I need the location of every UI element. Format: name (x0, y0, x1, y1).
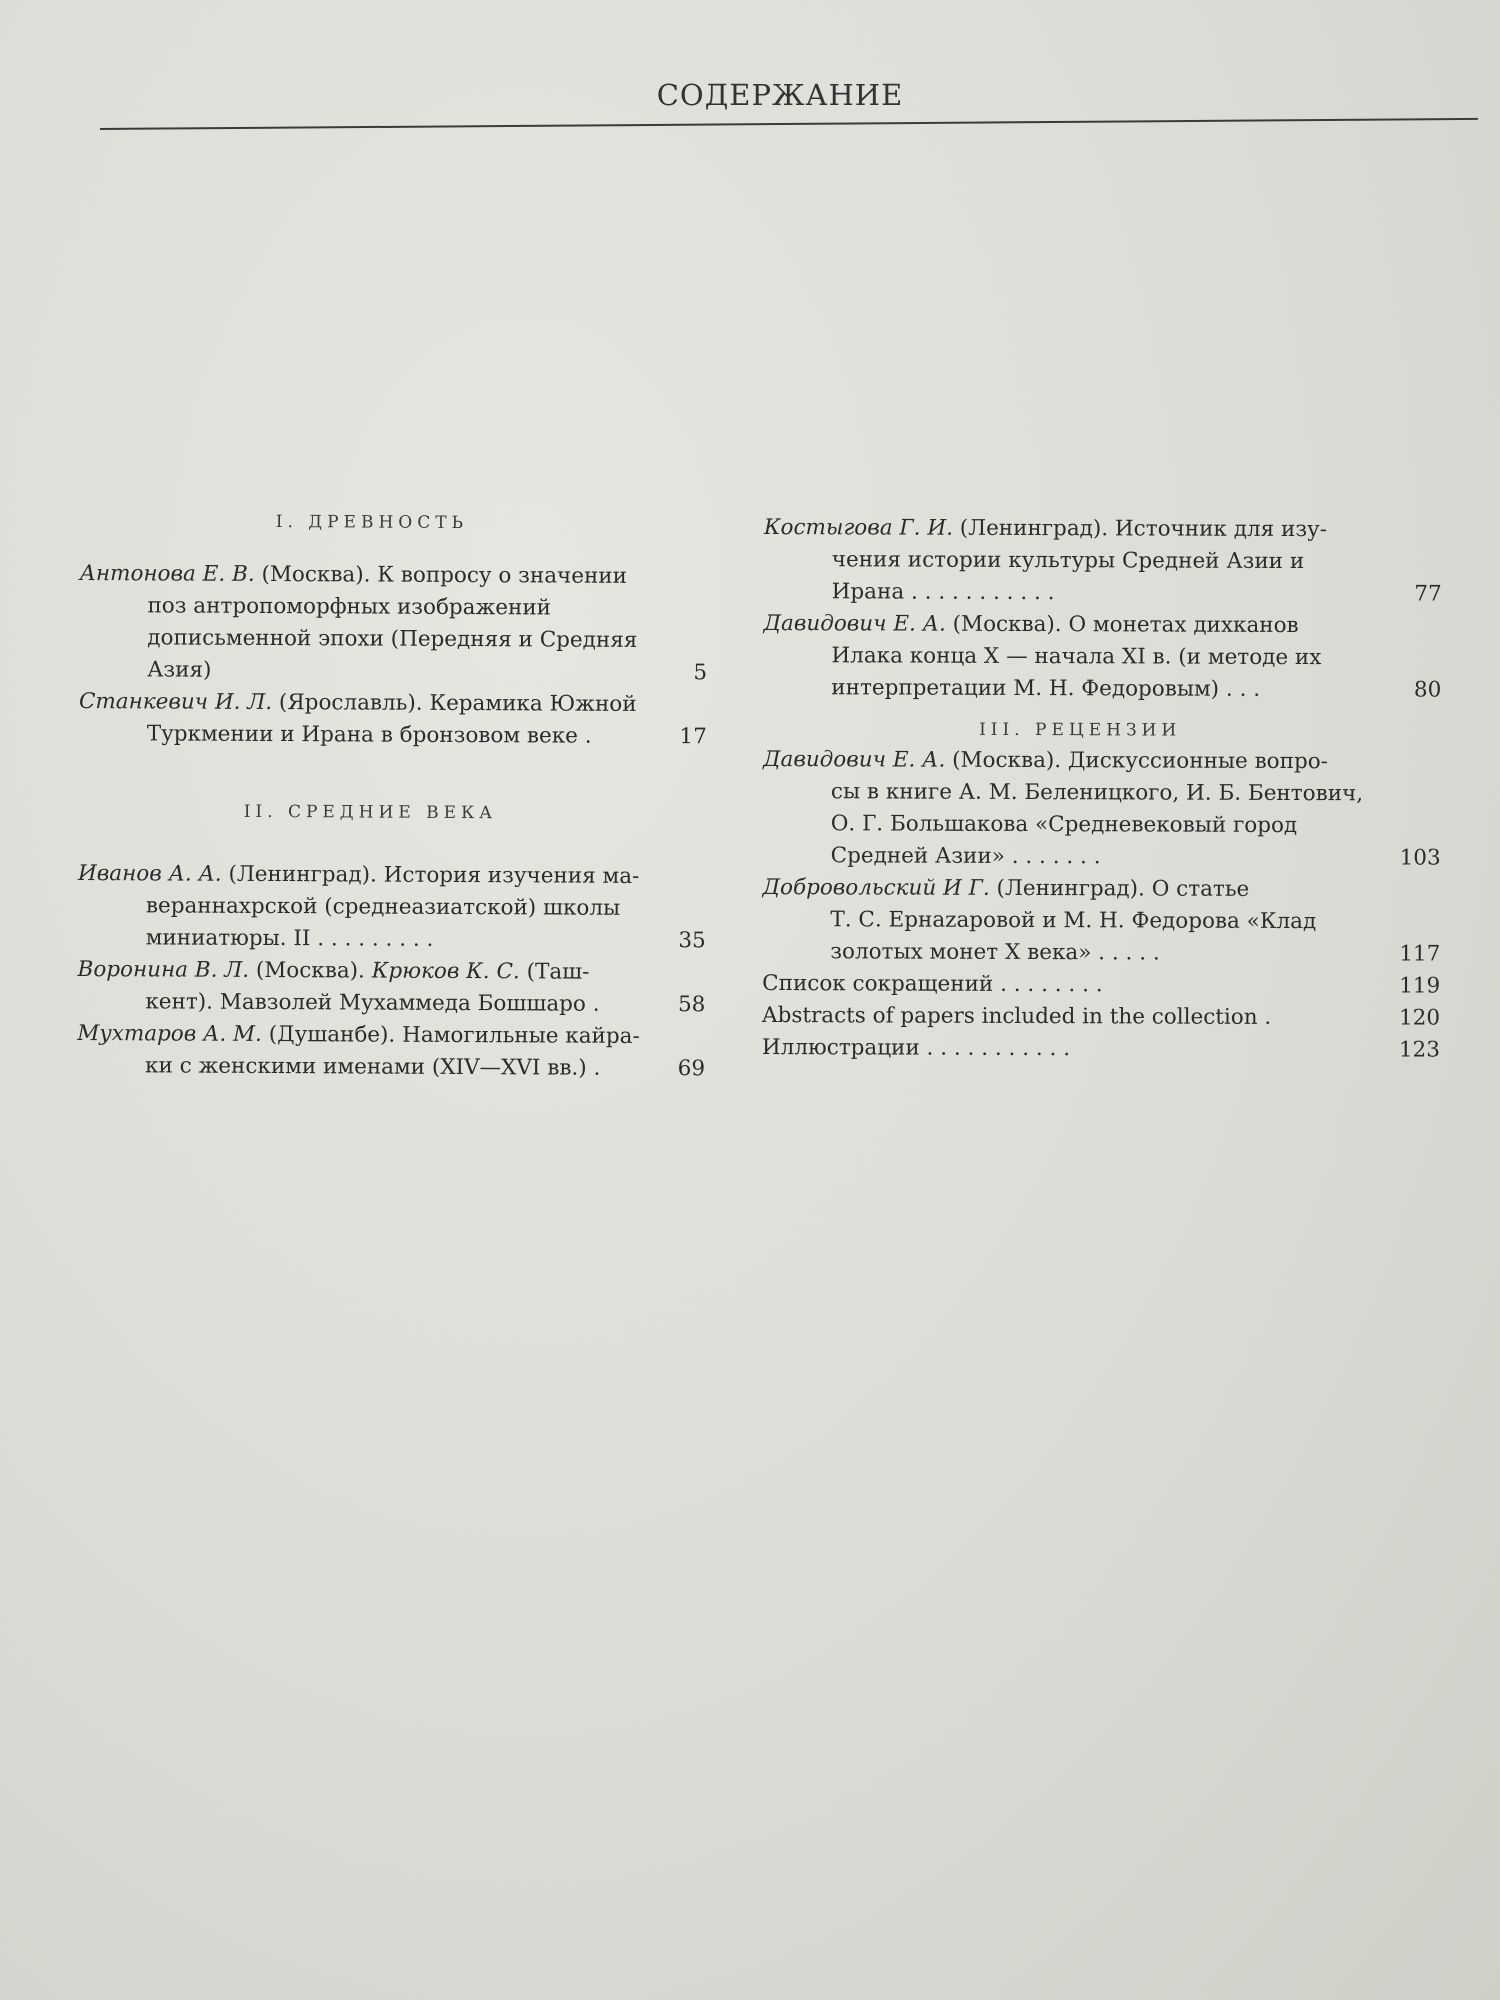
toc-entry-voronina[interactable] (77, 954, 705, 1021)
section-heading-middle-ages: II. СРЕДНИЕ ВЕКА (243, 801, 498, 824)
toc-entry-text (762, 872, 1380, 970)
author-name: Воронина В. Л. (77, 956, 250, 983)
page-number: 119 (1399, 973, 1441, 999)
entry-continuation: Т. С. Ернazаровой и М. Н. Федорова «Клад золотых монет X века» . . . . . (830, 907, 1317, 966)
toc-entry-text (78, 858, 646, 957)
toc-entry-text (77, 954, 645, 1021)
page-number: 120 (1398, 1005, 1441, 1031)
page-number: 103 (1399, 845, 1441, 871)
toc-entry-kostygova[interactable] (764, 512, 1442, 611)
toc-entry-dobrovolsky[interactable] (762, 872, 1440, 971)
entry-continuation: сы в книге А. М. Беленицкого, И. Б. Бентович, О. Г. Большакова «Средневековый город Средней Азии» . . . . . . . (830, 779, 1364, 870)
entry-continuation: поз антропоморфных изображений дописьменной эпохи (Передняя и Средняя Азия) (147, 593, 638, 683)
toc-entry-ivanov[interactable] (78, 858, 706, 957)
entry-title-start: (Ленинград). Источник для изу- (952, 515, 1328, 543)
entry-first-line (764, 515, 1327, 542)
entry-continuation: Илака конца X — начала XI в. (и методе их интерпретации М. Н. Федоровым) . . . (831, 643, 1322, 702)
toc-entry-text: Abstracts of papers included in the collection . (762, 1002, 1272, 1030)
entry-title-start: (Душанбе). Намогильные кайра- (261, 1021, 640, 1049)
author-name: Добровольский И Г. (762, 874, 990, 901)
spacer (78, 750, 706, 799)
entry-first-line (79, 689, 637, 717)
entry-title-start: (Ленинград). О статье (989, 875, 1250, 902)
entry-continuation: кент). Мавзолей Мухаммеда Бошшаро . (145, 989, 600, 1017)
entry-title-start: (Ленинград). История изучения ма- (221, 861, 640, 889)
toc-entry-abbreviations[interactable] (762, 968, 1440, 1003)
entry-continuation: вераннахрской (среднеазиатской) школы миниатюры. II . . . . . . . . . (145, 893, 621, 952)
toc-entry-text (763, 744, 1381, 874)
toc-entry-text (79, 686, 647, 753)
entry-first-line (78, 861, 639, 889)
entry-first-line (763, 875, 1250, 902)
toc-entry-illustrations[interactable] (762, 1032, 1440, 1067)
author-name: Станкевич И. Л. (78, 688, 273, 716)
page-number: 35 (678, 928, 706, 954)
toc-entry-text: Иллюстрации . . . . . . . . . . . (761, 1034, 1071, 1062)
page-number: 5 (693, 660, 708, 686)
coauthor-name: Крюков К. С. (371, 958, 520, 985)
entry-first-line (80, 561, 627, 589)
toc-entry-mukhtarov[interactable] (77, 1018, 705, 1085)
section-heading-reviews: III. РЕЦЕНЗИИ (979, 719, 1182, 741)
author-name: Давидович Е. А. (763, 746, 946, 773)
toc-right-column (762, 512, 1442, 1067)
page-title: СОДЕРЖАНИЕ (656, 78, 904, 112)
toc-entry-davidovich-1[interactable] (763, 608, 1441, 707)
section-heading-antiquity: I. ДРЕВНОСТЬ (275, 512, 469, 534)
author-name: Давидович Е. А. (763, 610, 946, 637)
page-number: 77 (1414, 581, 1442, 607)
page-number: 117 (1399, 941, 1441, 967)
toc-entry-davidovich-2[interactable] (763, 744, 1441, 875)
page-number: 123 (1398, 1037, 1440, 1063)
entry-continuation: ки с женскими именами (XIV—XVI вв.) . (145, 1053, 601, 1081)
entry-continuation: чения истории культуры Средней Азии и Ирана . . . . . . . . . . . (831, 547, 1305, 606)
page-number: 69 (677, 1056, 706, 1082)
entry-title-start: (Москва). К вопросу о значении (254, 561, 628, 589)
toc-entry-text (77, 1018, 645, 1085)
author-name: Костыгова Г. И. (763, 515, 953, 541)
toc-entry-stankevich[interactable] (79, 686, 707, 753)
entry-title-start: (Москва). Дискуссионные вопро- (945, 747, 1328, 775)
entry-continuation: Туркмении и Ирана в бронзовом веке . (146, 721, 592, 749)
toc-entry-text (79, 558, 648, 689)
entry-title-start: (Ярославль). Керамика Южной (272, 690, 637, 717)
toc-entry-text (764, 512, 1382, 610)
entry-first-line (77, 1021, 640, 1049)
toc-entry-text (763, 608, 1381, 706)
toc-left-column (77, 506, 708, 1085)
entry-first-line (763, 747, 1328, 774)
toc-entry-abstracts[interactable] (762, 1000, 1440, 1035)
toc-entry-antonova[interactable] (79, 558, 708, 689)
entry-title-start: (Таш- (519, 959, 590, 985)
author-name: Мухтаров А. М. (77, 1020, 262, 1047)
entry-first-line (764, 611, 1299, 638)
page-number: 58 (677, 992, 706, 1018)
author-name: Антонова Е. В. (79, 560, 255, 587)
page-number: 17 (679, 724, 707, 750)
entry-title-start: (Москва). О монетах дихканов (945, 611, 1299, 639)
entry-title-part: (Москва). (249, 957, 372, 984)
toc-entry-text: Список сокращений . . . . . . . . (762, 970, 1103, 998)
author-name: Иванов А. А. (78, 860, 222, 887)
entry-first-line (78, 957, 590, 985)
title-rule (100, 118, 1478, 130)
page-number: 80 (1413, 677, 1442, 703)
